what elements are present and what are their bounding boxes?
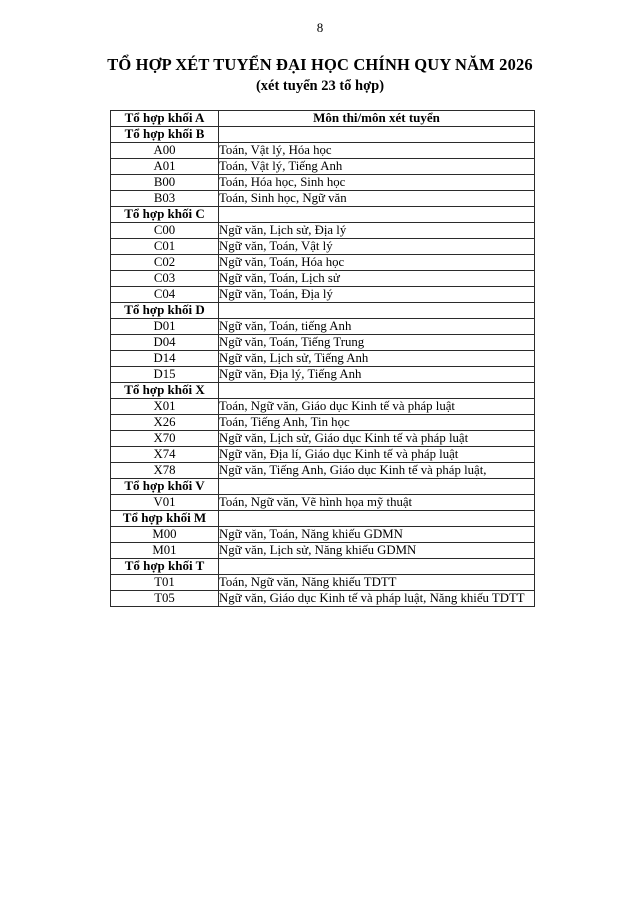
combination-code: V01 bbox=[111, 495, 219, 511]
combination-subjects: Ngữ văn, Toán, Địa lý bbox=[219, 287, 535, 303]
combination-subjects: Toán, Tiếng Anh, Tin học bbox=[219, 415, 535, 431]
combination-code: D14 bbox=[111, 351, 219, 367]
table-row bbox=[111, 351, 535, 367]
combination-code: M00 bbox=[111, 527, 219, 543]
table-group-row bbox=[111, 207, 535, 223]
combination-subjects: Ngữ văn, Toán, Tiếng Trung bbox=[219, 335, 535, 351]
combination-subjects: Ngữ văn, Lịch sử, Giáo dục Kinh tế và pháp luật bbox=[219, 431, 535, 447]
table-row bbox=[111, 399, 535, 415]
combination-subjects: Ngữ văn, Lịch sử, Địa lý bbox=[219, 223, 535, 239]
table-row bbox=[111, 191, 535, 207]
table-group-row bbox=[111, 511, 535, 527]
table-body bbox=[111, 127, 535, 607]
combination-subjects: Toán, Vật lý, Hóa học bbox=[219, 143, 535, 159]
combination-code: C01 bbox=[111, 239, 219, 255]
table-row bbox=[111, 415, 535, 431]
table-row bbox=[111, 367, 535, 383]
table-row bbox=[111, 431, 535, 447]
table-row bbox=[111, 335, 535, 351]
table-row bbox=[111, 175, 535, 191]
combination-code: X78 bbox=[111, 463, 219, 479]
column-header-block-code: Tổ hợp khối A bbox=[111, 111, 219, 127]
combination-code: M01 bbox=[111, 543, 219, 559]
group-subjects-empty bbox=[219, 559, 535, 575]
table-row bbox=[111, 159, 535, 175]
table-row bbox=[111, 495, 535, 511]
combination-code: T01 bbox=[111, 575, 219, 591]
combination-subjects: Ngữ văn, Địa lí, Giáo dục Kinh tế và pháp luật bbox=[219, 447, 535, 463]
combination-subjects: Toán, Sinh học, Ngữ văn bbox=[219, 191, 535, 207]
page-number: 8 bbox=[316, 20, 324, 35]
combination-subjects: Ngữ văn, Toán, Vật lý bbox=[219, 239, 535, 255]
group-label: Tổ hợp khối C bbox=[111, 207, 219, 223]
table-row bbox=[111, 223, 535, 239]
title-block bbox=[0, 54, 640, 96]
combination-code: X26 bbox=[111, 415, 219, 431]
table-row bbox=[111, 287, 535, 303]
table-row bbox=[111, 575, 535, 591]
table-group-row bbox=[111, 479, 535, 495]
combination-code: B00 bbox=[111, 175, 219, 191]
table-header bbox=[111, 111, 535, 127]
combination-subjects: Toán, Ngữ văn, Năng khiếu TDTT bbox=[219, 575, 535, 591]
combination-subjects: Toán, Vật lý, Tiếng Anh bbox=[219, 159, 535, 175]
combination-subjects: Ngữ văn, Toán, Hóa học bbox=[219, 255, 535, 271]
group-label: Tổ hợp khối X bbox=[111, 383, 219, 399]
group-label: Tổ hợp khối T bbox=[111, 559, 219, 575]
combination-code: A00 bbox=[111, 143, 219, 159]
combination-subjects: Ngữ văn, Toán, tiếng Anh bbox=[219, 319, 535, 335]
table-header-row bbox=[111, 111, 535, 127]
combination-subjects: Ngữ văn, Toán, Lịch sử bbox=[219, 271, 535, 287]
combination-code: C04 bbox=[111, 287, 219, 303]
combination-code: C03 bbox=[111, 271, 219, 287]
combination-code: D15 bbox=[111, 367, 219, 383]
document-subtitle: (xét tuyển 23 tổ hợp) bbox=[255, 78, 385, 94]
combination-subjects: Ngữ văn, Địa lý, Tiếng Anh bbox=[219, 367, 535, 383]
table-row bbox=[111, 271, 535, 287]
combination-subjects: Ngữ văn, Lịch sử, Tiếng Anh bbox=[219, 351, 535, 367]
table-row bbox=[111, 255, 535, 271]
combination-code: C02 bbox=[111, 255, 219, 271]
table-row bbox=[111, 143, 535, 159]
group-subjects-empty bbox=[219, 127, 535, 143]
table-group-row bbox=[111, 127, 535, 143]
combination-subjects: Ngữ văn, Toán, Năng khiếu GDMN bbox=[219, 527, 535, 543]
table-row bbox=[111, 463, 535, 479]
table-row bbox=[111, 447, 535, 463]
group-label: Tổ hợp khối B bbox=[111, 127, 219, 143]
combination-code: D04 bbox=[111, 335, 219, 351]
combination-code: T05 bbox=[111, 591, 219, 607]
table-row bbox=[111, 239, 535, 255]
group-subjects-empty bbox=[219, 511, 535, 527]
combination-subjects: Toán, Ngữ văn, Vẽ hình họa mỹ thuật bbox=[219, 495, 535, 511]
table-row bbox=[111, 591, 535, 607]
group-subjects-empty bbox=[219, 207, 535, 223]
table-row bbox=[111, 543, 535, 559]
column-header-subjects: Môn thi/môn xét tuyển bbox=[219, 111, 535, 127]
group-subjects-empty bbox=[219, 303, 535, 319]
combination-subjects: Ngữ văn, Tiếng Anh, Giáo dục Kinh tế và pháp luật, bbox=[219, 463, 535, 479]
group-label: Tổ hợp khối V bbox=[111, 479, 219, 495]
combination-code: X70 bbox=[111, 431, 219, 447]
combination-subjects: Toán, Hóa học, Sinh học bbox=[219, 175, 535, 191]
group-subjects-empty bbox=[219, 383, 535, 399]
combination-code: B03 bbox=[111, 191, 219, 207]
combination-code: C00 bbox=[111, 223, 219, 239]
combination-code: X01 bbox=[111, 399, 219, 415]
group-label: Tổ hợp khối M bbox=[111, 511, 219, 527]
combination-subjects: Toán, Ngữ văn, Giáo dục Kinh tế và pháp luật bbox=[219, 399, 535, 415]
combination-code: D01 bbox=[111, 319, 219, 335]
table-group-row bbox=[111, 383, 535, 399]
group-label: Tổ hợp khối D bbox=[111, 303, 219, 319]
table-group-row bbox=[111, 559, 535, 575]
combination-code: A01 bbox=[111, 159, 219, 175]
table-group-row bbox=[111, 303, 535, 319]
combination-code: X74 bbox=[111, 447, 219, 463]
table-row bbox=[111, 527, 535, 543]
table-row bbox=[111, 319, 535, 335]
combination-subjects: Ngữ văn, Lịch sử, Năng khiếu GDMN bbox=[219, 543, 535, 559]
document-title: TỔ HỢP XÉT TUYỂN ĐẠI HỌC CHÍNH QUY NĂM 2026 bbox=[107, 55, 533, 74]
admission-combinations-table bbox=[110, 110, 535, 607]
combination-subjects: Ngữ văn, Giáo dục Kinh tế và pháp luật, Năng khiếu TDTT bbox=[219, 591, 535, 607]
group-subjects-empty bbox=[219, 479, 535, 495]
